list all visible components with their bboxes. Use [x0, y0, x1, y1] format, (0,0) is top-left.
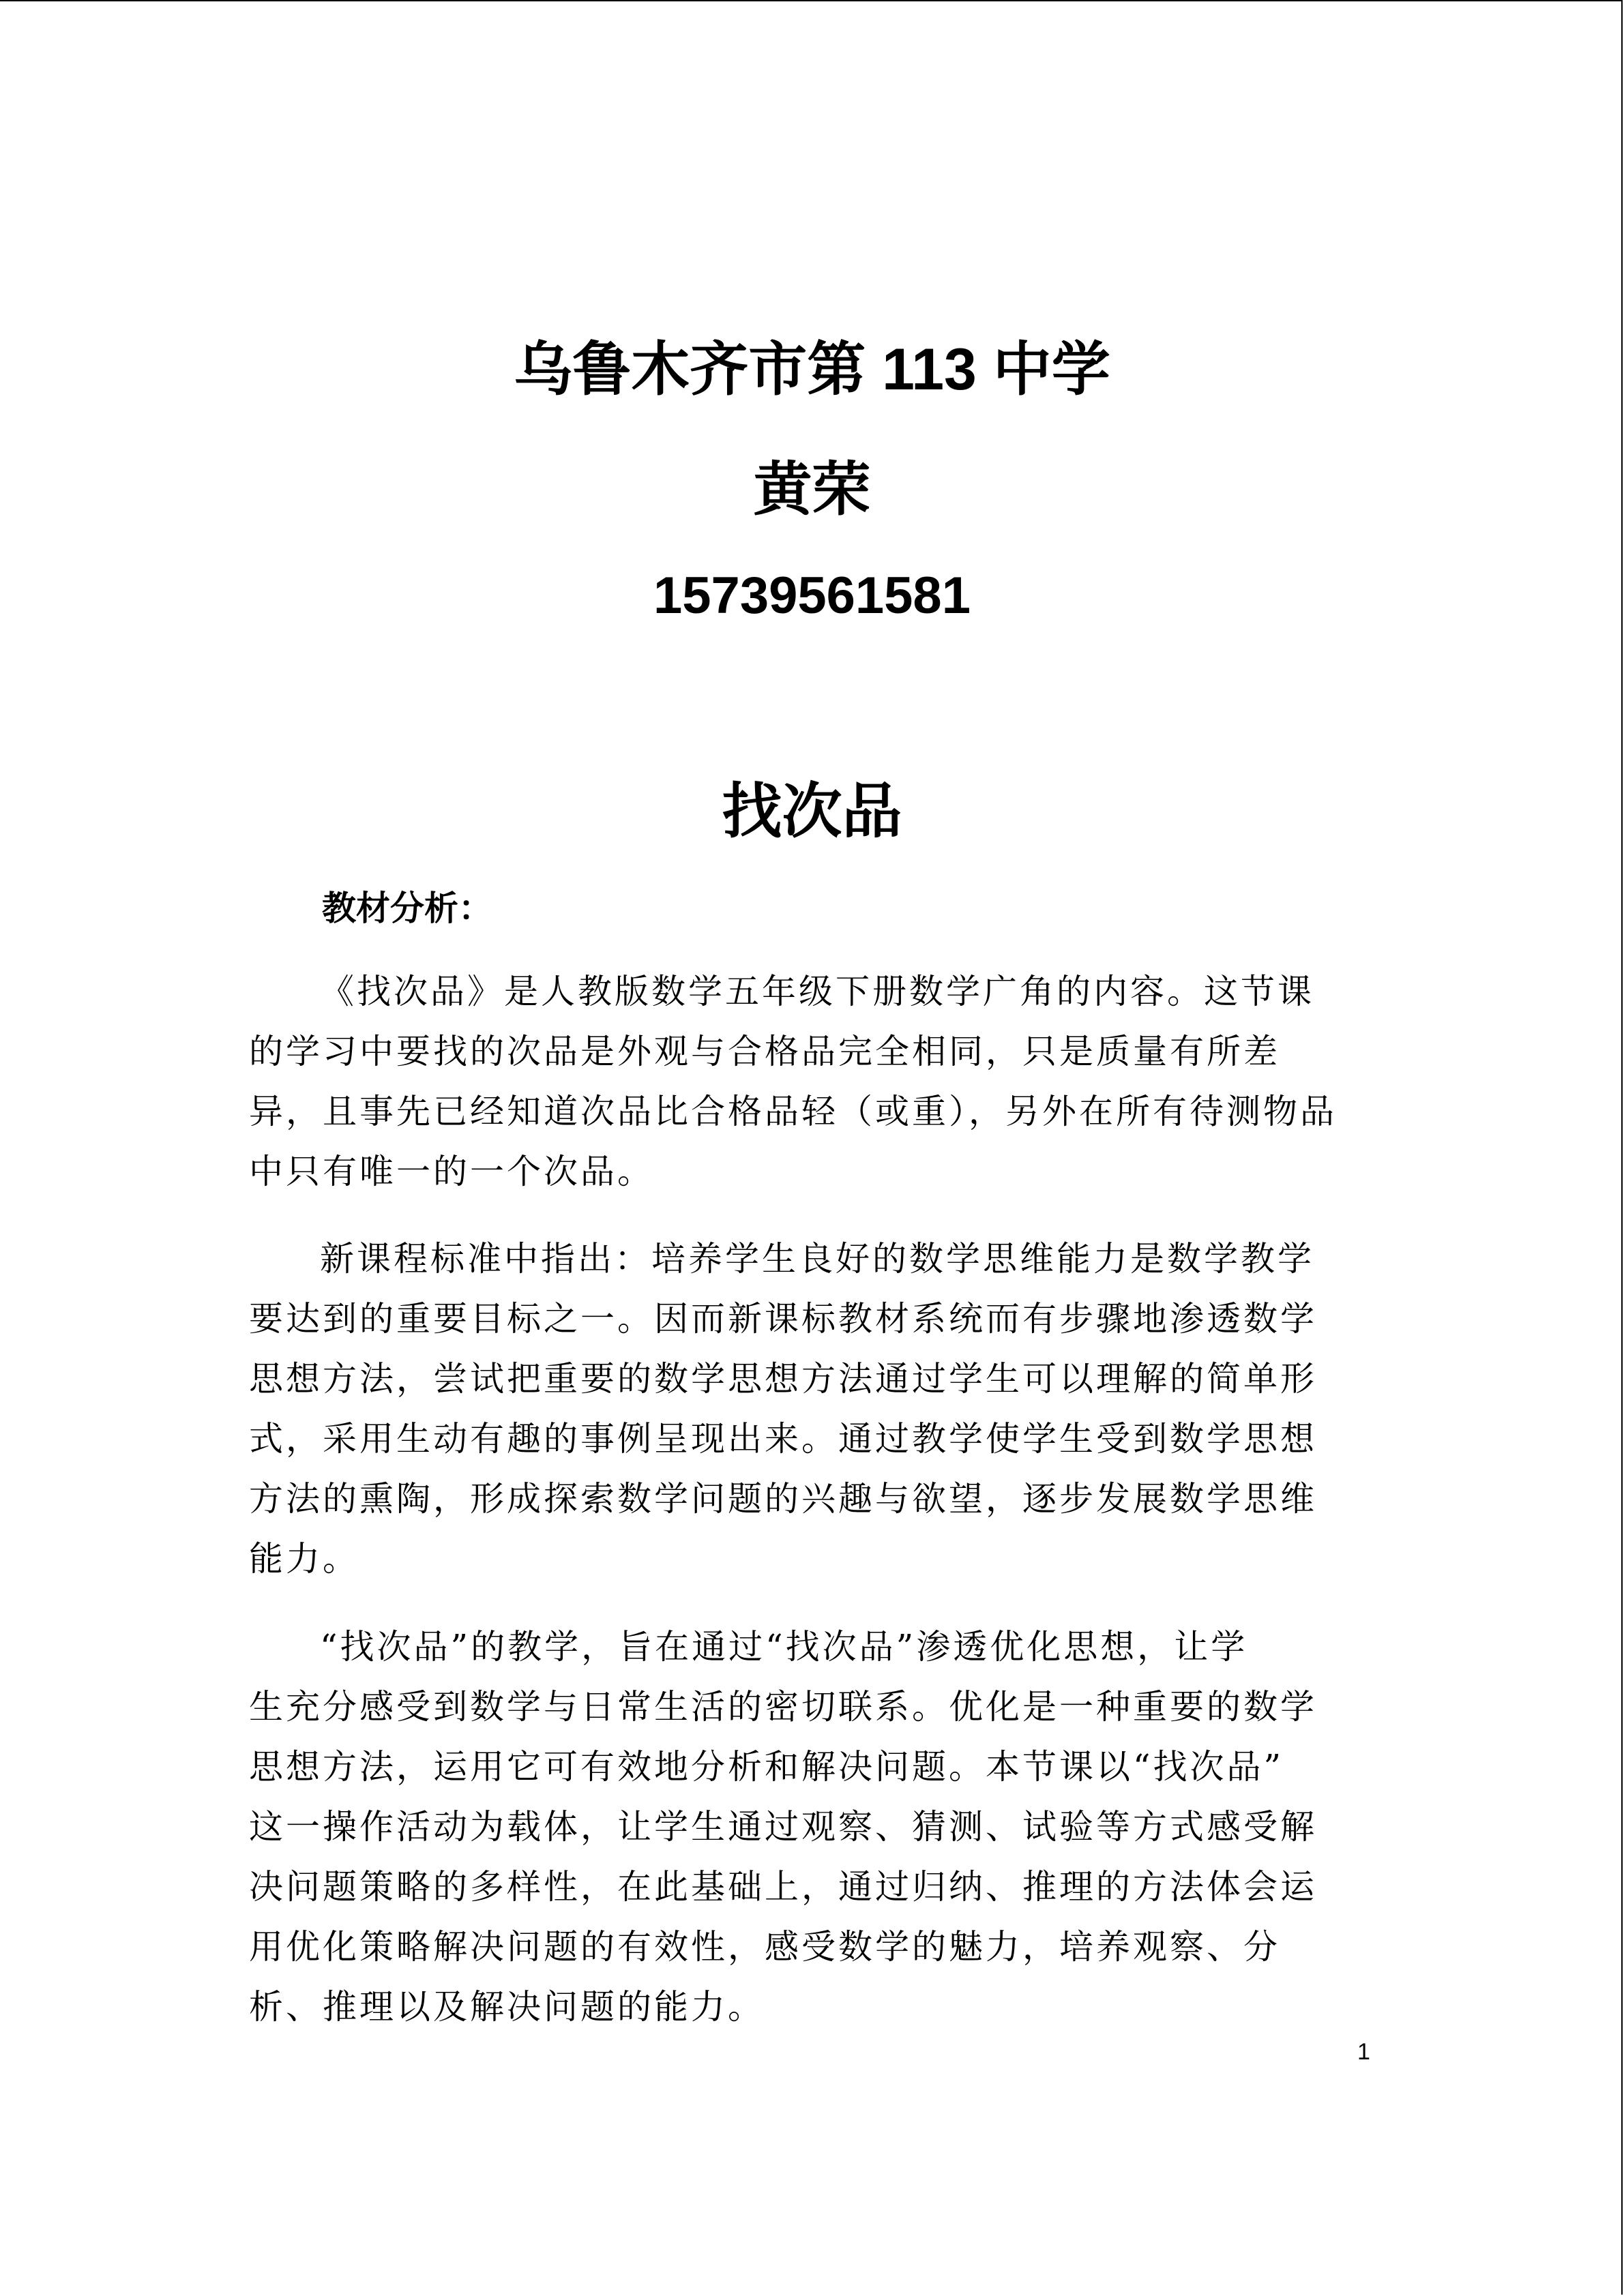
paragraph-line: 析、推理以及解决问题的能力。 — [249, 1987, 765, 2027]
phone-number: 15739561581 — [653, 567, 971, 625]
document-title: 找次品 — [722, 776, 902, 846]
paragraph-line: “找次品”的教学，旨在通过“找次品”渗透优化思想，让学 — [320, 1627, 1248, 1667]
paragraph-line: 异，且事先已经知道次品比合格品轻（或重），另外在所有待测物品 — [249, 1092, 1337, 1131]
paragraph — [249, 961, 1381, 1202]
author-name: 黄荣 — [753, 456, 871, 524]
paragraph-line: 用优化策略解决问题的有效性，感受数学的魅力，培养观察、分 — [249, 1927, 1280, 1967]
paragraph-line: 的学习中要找的次品是外观与合格品完全相同，只是质量有所差 — [249, 1032, 1280, 1071]
page-number: 1 — [1357, 2039, 1370, 2065]
paragraph-line: 这一操作活动为载体，让学生通过观察、猜测、试验等方式感受解 — [249, 1807, 1317, 1847]
paragraph-line: 能力。 — [249, 1539, 359, 1579]
paragraph-line: 新课程标准中指出：培养学生良好的数学思维能力是数学教学 — [320, 1239, 1314, 1279]
paragraph-line: 中只有唯一的一个次品。 — [249, 1152, 654, 1191]
paragraph — [249, 1617, 1381, 2037]
section-heading: 教材分析： — [322, 889, 492, 928]
paragraph-line: 方法的熏陶，形成探索数学问题的兴趣与欲望，逐步发展数学思维 — [249, 1479, 1317, 1519]
paragraph — [249, 1229, 1381, 1589]
school-name: 乌鲁木齐市第 113 中学 — [514, 337, 1110, 402]
paragraph-line: 思想方法，尝试把重要的数学思想方法通过学生可以理解的简单形 — [249, 1359, 1317, 1399]
paragraph-line: 《找次品》是人教版数学五年级下册数学广角的内容。这节课 — [320, 972, 1314, 1011]
paragraph-line: 思想方法，运用它可有效地分析和解决问题。本节课以“找次品” — [249, 1747, 1284, 1787]
paragraph-line: 决问题策略的多样性，在此基础上，通过归纳、推理的方法体会运 — [249, 1867, 1317, 1907]
paragraph-line: 要达到的重要目标之一。因而新课标教材系统而有步骤地渗透数学 — [249, 1299, 1317, 1339]
paragraph-line: 生充分感受到数学与日常生活的密切联系。优化是一种重要的数学 — [249, 1687, 1317, 1727]
paragraph-line: 式，采用生动有趣的事例呈现出来。通过教学使学生受到数学思想 — [249, 1419, 1317, 1459]
